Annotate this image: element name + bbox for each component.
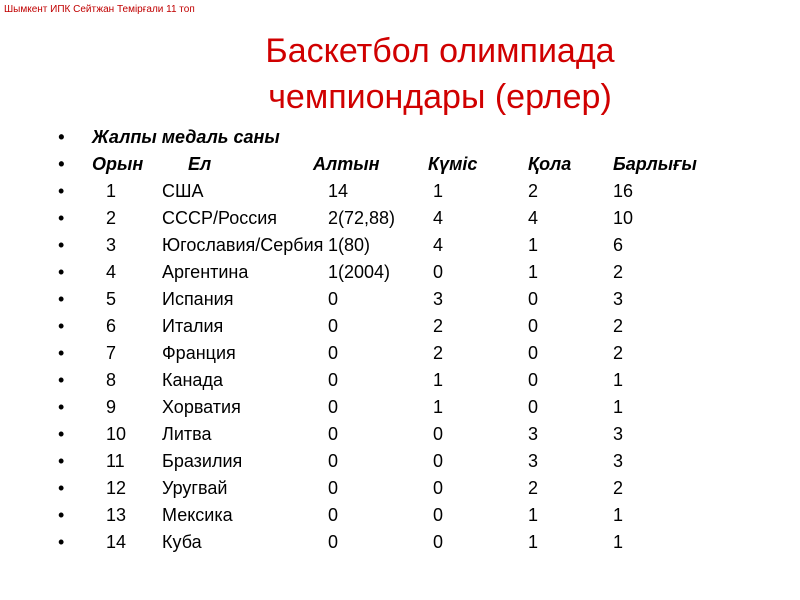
column-header-row [58, 151, 758, 178]
rank-cell: • 4 [106, 262, 117, 282]
bronze-cell: 2 [528, 181, 539, 201]
total-cell: 3 [613, 424, 624, 444]
total-cell: 2 [613, 478, 624, 498]
bronze-cell: 1 [528, 532, 539, 552]
silver-cell: 0 [433, 505, 444, 525]
country-cell: Франция [162, 343, 236, 363]
rank-cell: • 11 [106, 451, 125, 471]
table-row [58, 286, 758, 313]
table-row [58, 394, 758, 421]
silver-cell: 2 [433, 343, 444, 363]
silver-cell: 0 [433, 478, 444, 498]
rank-cell: • 14 [106, 532, 127, 552]
column-header-country: Ел [188, 154, 212, 174]
rank-cell: • 2 [106, 208, 117, 228]
gold-cell: 0 [328, 370, 339, 390]
silver-cell: 3 [433, 289, 444, 309]
rank-cell: • 5 [106, 289, 117, 309]
country-cell: Аргентина [162, 262, 249, 282]
country-cell: Бразилия [162, 451, 243, 471]
table-row [58, 448, 758, 475]
author-note: Шымкент ИПК Сейтжан Темірғали 11 топ [4, 4, 195, 15]
country-cell: Канада [162, 370, 223, 390]
country-cell: Испания [162, 289, 234, 309]
country-cell: Уругвай [162, 478, 228, 498]
country-cell: США [162, 181, 204, 201]
slide-title [160, 28, 720, 120]
silver-cell: 0 [433, 532, 444, 552]
bronze-cell: 0 [528, 370, 539, 390]
table-row [58, 178, 758, 205]
rank-cell: • 9 [106, 397, 117, 417]
silver-cell: 4 [433, 208, 444, 228]
bronze-cell: 0 [528, 343, 539, 363]
total-cell: 10 [613, 208, 634, 228]
table-row [58, 232, 758, 259]
table-row [58, 367, 758, 394]
silver-cell: 4 [433, 235, 444, 255]
bronze-cell: 0 [528, 316, 539, 336]
gold-cell: 2(72,88) [328, 208, 396, 228]
gold-cell: 0 [328, 289, 339, 309]
country-cell: СССР/Россия [162, 208, 278, 228]
medal-list [58, 124, 758, 556]
bronze-cell: 0 [528, 397, 539, 417]
total-cell: 3 [613, 289, 624, 309]
gold-cell: 0 [328, 451, 339, 471]
country-cell: Хорватия [162, 397, 241, 417]
rank-cell: • 13 [106, 505, 127, 525]
rank-cell: • 3 [106, 235, 117, 255]
total-cell: 2 [613, 316, 624, 336]
gold-cell: 1(80) [328, 235, 371, 255]
table-row [58, 259, 758, 286]
column-header-silver: Күміс [428, 154, 478, 174]
bronze-cell: 2 [528, 478, 539, 498]
total-cell: 1 [613, 505, 624, 525]
bronze-cell: 1 [528, 262, 539, 282]
total-cell: 1 [613, 370, 624, 390]
table-row [58, 502, 758, 529]
column-header-total: Барлығы [613, 154, 697, 174]
gold-cell: 0 [328, 424, 339, 444]
country-cell: Югославия/Сербия [162, 235, 324, 255]
total-cell: 2 [613, 262, 624, 282]
country-cell: Италия [162, 316, 224, 336]
silver-cell: 0 [433, 262, 444, 282]
gold-cell: 14 [328, 181, 349, 201]
silver-cell: 0 [433, 424, 444, 444]
silver-cell: 1 [433, 181, 444, 201]
country-cell: Мексика [162, 505, 233, 525]
country-cell: Куба [162, 532, 202, 552]
rank-cell: • 6 [106, 316, 117, 336]
table-row [58, 205, 758, 232]
bronze-cell: 0 [528, 289, 539, 309]
list-heading [58, 124, 758, 151]
title-line-2: чемпиондары (ерлер) [268, 78, 612, 116]
bronze-cell: 3 [528, 451, 539, 471]
total-cell: 16 [613, 181, 634, 201]
rank-cell: • 8 [106, 370, 117, 390]
country-cell: Литва [162, 424, 212, 444]
gold-cell: 0 [328, 478, 339, 498]
column-header-gold: Алтын [313, 154, 380, 174]
silver-cell: 0 [433, 451, 444, 471]
title-line-1: Баскетбол олимпиада [265, 32, 615, 70]
silver-cell: 1 [433, 397, 444, 417]
bronze-cell: 3 [528, 424, 539, 444]
rank-cell: • 12 [106, 478, 127, 498]
total-cell: 2 [613, 343, 624, 363]
total-cell: 1 [613, 532, 624, 552]
bronze-cell: 1 [528, 235, 539, 255]
bronze-cell: 1 [528, 505, 539, 525]
silver-cell: 2 [433, 316, 444, 336]
table-row [58, 475, 758, 502]
heading-text: • Жалпы медаль саны [92, 127, 280, 147]
table-row [58, 529, 758, 556]
silver-cell: 1 [433, 370, 444, 390]
gold-cell: 1(2004) [328, 262, 391, 282]
table-row [58, 421, 758, 448]
column-header-bronze: Қола [528, 154, 572, 174]
rank-cell: • 7 [106, 343, 117, 363]
total-cell: 6 [613, 235, 624, 255]
table-row [58, 340, 758, 367]
gold-cell: 0 [328, 397, 339, 417]
column-header-rank: • Орын [92, 154, 144, 174]
gold-cell: 0 [328, 505, 339, 525]
table-row [58, 313, 758, 340]
gold-cell: 0 [328, 532, 339, 552]
gold-cell: 0 [328, 343, 339, 363]
total-cell: 1 [613, 397, 624, 417]
rank-cell: • 1 [106, 181, 117, 201]
total-cell: 3 [613, 451, 624, 471]
gold-cell: 0 [328, 316, 339, 336]
bronze-cell: 4 [528, 208, 539, 228]
rank-cell: • 10 [106, 424, 127, 444]
